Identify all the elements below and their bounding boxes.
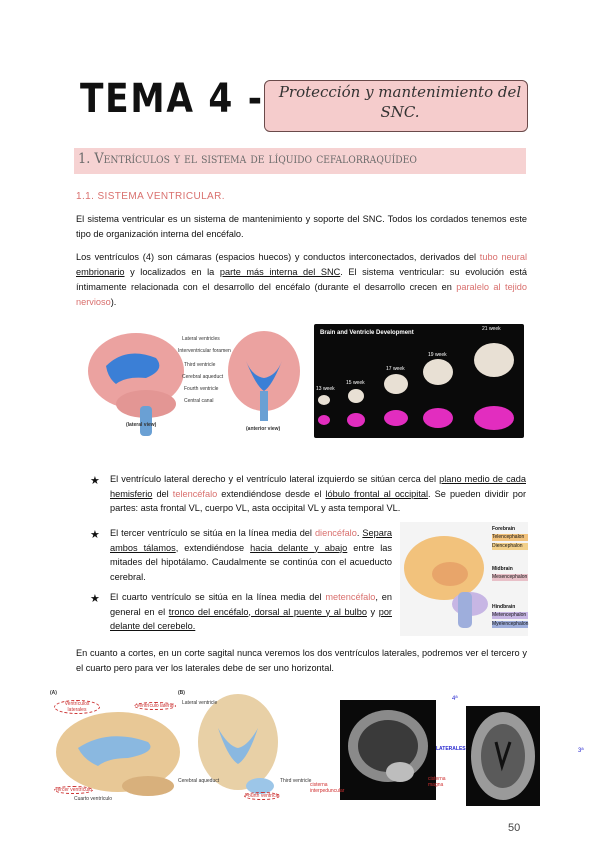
label-hindbrain: Hindbrain xyxy=(492,604,516,610)
label-cerebral-aqueduct: Cerebral aqueduct xyxy=(182,374,224,380)
ventricle-anatomy-figure xyxy=(86,326,304,442)
label-third-ventricle-b: Third ventricle xyxy=(280,778,312,784)
label-fourth-ventricle-b: Fourth ventricle xyxy=(245,793,280,799)
label-telencephalon: Telencephalon xyxy=(492,534,528,541)
week-21: 21 week xyxy=(482,326,501,332)
bullet-star-1: ★ xyxy=(90,475,100,487)
brain-development-figure xyxy=(314,324,524,438)
label-cisterna-magna: cisterna magna xyxy=(428,776,446,788)
label-3rd: 3ª xyxy=(578,748,584,754)
subsection-title: 1.1. SISTEMA VENTRICULAR. xyxy=(76,191,225,202)
label-lateral-ventricle: Lateral ventricle xyxy=(182,700,218,706)
label-metencephalon: Metencephalon xyxy=(492,612,527,618)
label-cerebral-aqueduct-b: Cerebral aqueduct xyxy=(178,778,220,784)
bullet-fourth-ventricle: El cuarto ventrículo se sitúa en la línea media del metencéfalo, en general en el tronco del encéfalo, dorsal al puente y al bulbo y por delante del cerebelo. xyxy=(110,592,393,631)
label-midbrain: Midbrain xyxy=(492,566,513,572)
brain-divisions-figure xyxy=(400,522,528,636)
label-4th: 4ª xyxy=(452,696,458,702)
label-diencephalon: Diencephalon xyxy=(492,543,528,550)
bullet-third-ventricle: El tercer ventrículo se sitúa en la línea media del diencéfalo. Separa ambos tálamos, extendiéndose hacia delante y abajo entre las mitades del hipotálamo. Caudalmente se continúa con el acueducto cerebral. xyxy=(110,528,392,582)
topic-subtitle: Protección y mantenimiento del SNC. xyxy=(278,83,522,121)
ventricles-3d-figure xyxy=(48,688,334,804)
week-19: 19 week xyxy=(428,352,447,358)
development-figure-title: Brain and Ventricle Development xyxy=(320,330,414,336)
label-cisterna-interpeduncular: cisterna interpeduncular xyxy=(310,782,345,794)
label-myelencephalon: Myelencephalon xyxy=(492,621,529,627)
bullet-lateral-ventricles: El ventrículo lateral derecho y el ventrículo lateral izquierdo se sitúan cerca del plano medio de cada hemisferio del telencéfalo extendiéndose desde el lóbulo frontal al occipital. Se pueden dividir por partes: asta frontal VL, cuerpo VL, asta occipital VL y asta temporal VL. xyxy=(110,474,526,513)
label-mesencephalon: Mesencephalon xyxy=(492,574,528,580)
label-interventricular-foramen: Interventricular foramen xyxy=(178,348,231,354)
section-title: 1. Ventrículos y el sistema de líquido cefalorraquídeo xyxy=(78,151,417,167)
week-13: 13 week xyxy=(316,386,335,392)
label-b: (B) xyxy=(178,690,185,696)
mri-figure xyxy=(310,692,584,812)
label-third-ventricle: Third ventricle xyxy=(184,362,216,368)
paragraph-1: El sistema ventricular es un sistema de mantenimiento y soporte del SNC. Todos los cordados tenemos este tipo de organización interna del encéfalo. xyxy=(76,214,527,239)
label-laterales: LATERALES xyxy=(436,746,466,752)
label-tercer-ventriculo: Tercer ventrículo xyxy=(55,787,92,793)
label-forebrain: Forebrain xyxy=(492,526,516,532)
paragraph-2: Los ventrículos (4) son cámaras (espacios huecos) y conductos interconectados, derivados del tubo neural embrionario y localizados en la parte más interna del SNC. El sistema ventricular: su evolución está íntimamente relacionada con el desarrollo del encéfalo (durante el desarrollo crecen en paralelo al tejido nervioso). xyxy=(76,252,527,307)
caption-anterior-view: (anterior view) xyxy=(246,426,281,432)
label-ventriculos-laterales: Ventrículos laterales xyxy=(54,700,100,714)
week-15: 15 week xyxy=(346,380,365,386)
page-number: 50 xyxy=(508,822,521,834)
label-a: (A) xyxy=(50,690,57,696)
paragraph-3: En cuanto a cortes, en un corte sagital nunca veremos los dos ventrículos laterales, podremos ver el tercero y el cuarto pero para ver los laterales debe de ser uno horizontal. xyxy=(76,648,527,673)
bullet-star-3: ★ xyxy=(90,593,100,605)
label-cuarto-ventriculo: Cuarto ventrículo xyxy=(74,796,113,802)
label-lateral-ventricles: Lateral ventricles xyxy=(182,336,220,342)
bullet-star-2: ★ xyxy=(90,529,100,541)
label-fourth-ventricle: Fourth ventricle xyxy=(184,386,219,392)
week-17: 17 week xyxy=(386,366,405,372)
caption-lateral-view: (lateral view) xyxy=(126,422,157,428)
mri-horizontal xyxy=(466,706,540,806)
label-ventriculo-lateral: Ventrículo lateral xyxy=(134,702,176,710)
label-central-canal: Central canal xyxy=(184,398,214,404)
topic-title: TEMA 4 - xyxy=(80,76,264,122)
